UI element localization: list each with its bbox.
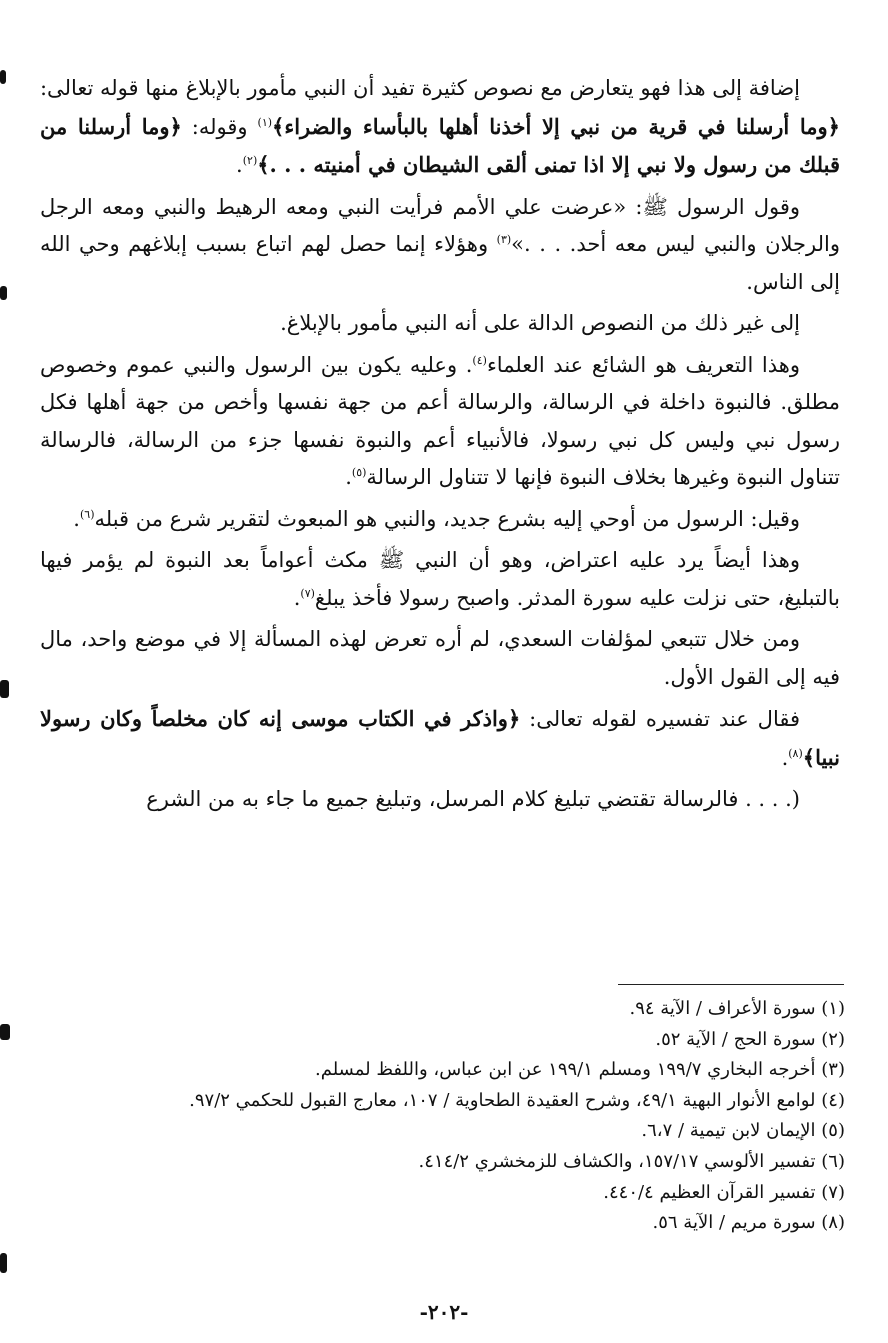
footnote-item bbox=[60, 1025, 845, 1056]
paragraph-text: . bbox=[781, 745, 789, 770]
footnote-text: أخرجه البخاري ١٩٩/٧ ومسلم ١٩٩/١ عن ابن عباس، واللفظ لمسلم. bbox=[315, 1059, 816, 1081]
paragraph-text: . bbox=[73, 506, 80, 531]
footnote-number: (١) bbox=[821, 998, 845, 1019]
body-paragraph bbox=[40, 621, 840, 696]
paragraph-text: وقوله: bbox=[181, 114, 258, 139]
margin-mark bbox=[0, 1024, 10, 1040]
page-number: -٢٠٢- bbox=[419, 1300, 469, 1324]
footnote-number: (٨) bbox=[821, 1212, 845, 1234]
footnote-text: لوامع الأنوار البهية ٤٩/١، وشرح العقيدة الطحاوية / ١٠٧، معارج القبول للحكمي ٩٧/٢. bbox=[189, 1089, 816, 1111]
body-text bbox=[40, 70, 840, 823]
footnote-separator bbox=[618, 984, 844, 985]
footnote-number: (٦) bbox=[821, 1150, 845, 1172]
quran-quote: ﴿واذكر في الكتاب موسى إنه كان مخلصاً وكان رسولا نبيا﴾ bbox=[40, 706, 840, 770]
footnote-reference: (٤) bbox=[472, 353, 487, 367]
footnote-text: تفسير القرآن العظيم ٤٤٠/٤. bbox=[603, 1181, 816, 1203]
quran-quote: ﴿وما أرسلنا من قبلك من رسول ولا نبي إلا اذا تمنى ألقى الشيطان في أمنيته . . .﴾ bbox=[40, 113, 840, 177]
footnote-number: (٣) bbox=[821, 1059, 845, 1081]
quran-quote: ﴿وما أرسلنا في قرية من نبي إلا أخذنا أهلها بالبأساء والضراء﴾ bbox=[272, 113, 840, 139]
paragraph-text: وقول الرسول ﷺ: «عرضت علي الأمم فرأيت النبي ومعه الرهيط والنبي ومعه الرجل والرجلان والنبي ليس معه أحد. . . .» bbox=[40, 194, 840, 256]
footnote-reference: (٧) bbox=[300, 586, 315, 600]
footnote-reference: (٨) bbox=[788, 746, 803, 760]
body-paragraph bbox=[40, 70, 840, 185]
paragraph-text: . bbox=[345, 465, 352, 489]
footnote-item bbox=[60, 994, 845, 1025]
margin-mark bbox=[0, 286, 7, 300]
footnote-reference: (٣) bbox=[496, 233, 512, 246]
paragraph-text: وهذا أيضاً يرد عليه اعتراض، وهو أن النبي ﷺ مكث أعواماً بعد النبوة لم يؤمر فيها بالتبليغ، حتى نزلت عليه سورة المدثر. واصبح رسولا فأخذ يبلغ bbox=[40, 548, 840, 610]
margin-mark bbox=[0, 1253, 7, 1273]
footnote-reference: (٢) bbox=[242, 154, 258, 167]
paragraph-text: . bbox=[293, 585, 301, 610]
body-paragraph bbox=[40, 501, 840, 539]
footnote-item bbox=[60, 1055, 845, 1086]
paragraph-text: وهذا التعريف هو الشائع عند العلماء bbox=[486, 352, 801, 377]
paragraph-text: ومن خلال تتبعي لمؤلفات السعدي، لم أره تعرض لهذه المسألة إلا في موضع واحد، مال فيه إلى القول الأول. bbox=[40, 627, 840, 689]
body-paragraph bbox=[40, 305, 840, 343]
paragraph-text: إلى غير ذلك من النصوص الدالة على أنه النبي مأمور بالإبلاغ. bbox=[280, 311, 800, 335]
footnote-number: (٢) bbox=[821, 1028, 845, 1050]
paragraph-text: وهؤلاء إنما حصل لهم اتباع بسبب إبلاغهم وحي الله إلى الناس. bbox=[40, 232, 840, 294]
footnote-item bbox=[60, 1116, 845, 1147]
footnote-text: الإيمان لابن تيمية / ٦،٧. bbox=[641, 1120, 816, 1142]
footnote-text: سورة الحج / الآية ٥٢. bbox=[655, 1028, 816, 1050]
footnotes-list bbox=[60, 994, 845, 1239]
footnote-reference: (٥) bbox=[351, 466, 367, 479]
body-paragraph bbox=[40, 542, 840, 617]
paragraph-text: فقال عند تفسيره لقوله تعالى: bbox=[520, 707, 801, 731]
footnote-item bbox=[60, 1086, 845, 1117]
paragraph-text: وقيل: الرسول من أوحي إليه بشرع جديد، والنبي هو المبعوث لتقرير شرع من قبله bbox=[94, 506, 800, 531]
footnote-number: (٧) bbox=[821, 1181, 845, 1203]
footnote-reference: (١) bbox=[257, 115, 273, 129]
body-paragraph bbox=[40, 189, 840, 302]
footnote-text: سورة الأعراف / الآية ٩٤. bbox=[629, 998, 816, 1019]
footnote-text: سورة مريم / الآية ٥٦. bbox=[652, 1212, 816, 1234]
footnote-item bbox=[60, 1178, 845, 1209]
footnote-item bbox=[60, 1147, 845, 1178]
margin-mark bbox=[0, 70, 6, 84]
footnote-reference: (٦) bbox=[79, 507, 95, 521]
footnote-number: (٥) bbox=[821, 1120, 845, 1142]
footnote-number: (٤) bbox=[821, 1089, 845, 1111]
body-paragraph bbox=[40, 347, 840, 497]
paragraph-text: إضافة إلى هذا فهو يتعارض مع نصوص كثيرة تفيد أن النبي مأمور بالإبلاغ منها قوله تعالى: bbox=[39, 76, 800, 100]
paragraph-text: . وعليه يكون بين الرسول والنبي عموم وخصوص مطلق. فالنبوة داخلة في الرسالة، والرسالة أعم من جهة نفسها وأخص من جهة أهلها فكل رسول نبي وليس كل نبي رسولا، فالأنبياء أعم والنبوة نفسها جزء من الرسالة، فالرسالة تتناول النبوة وغيرها بخلاف النبوة فإنها لا تتناول الرسالة bbox=[40, 352, 840, 489]
paragraph-text: (. . . . فالرسالة تقتضي تبليغ كلام المرسل، وتبليغ جميع ما جاء به من الشرع bbox=[146, 787, 800, 811]
paragraph-text: . bbox=[236, 153, 243, 177]
footnote-text: تفسير الألوسي ١٥٧/١٧، والكشاف للزمخشري ٤١٤/٢. bbox=[418, 1150, 816, 1172]
margin-mark bbox=[0, 680, 9, 698]
body-paragraph bbox=[40, 700, 840, 777]
body-paragraph bbox=[40, 781, 840, 819]
footnote-item bbox=[60, 1208, 845, 1239]
